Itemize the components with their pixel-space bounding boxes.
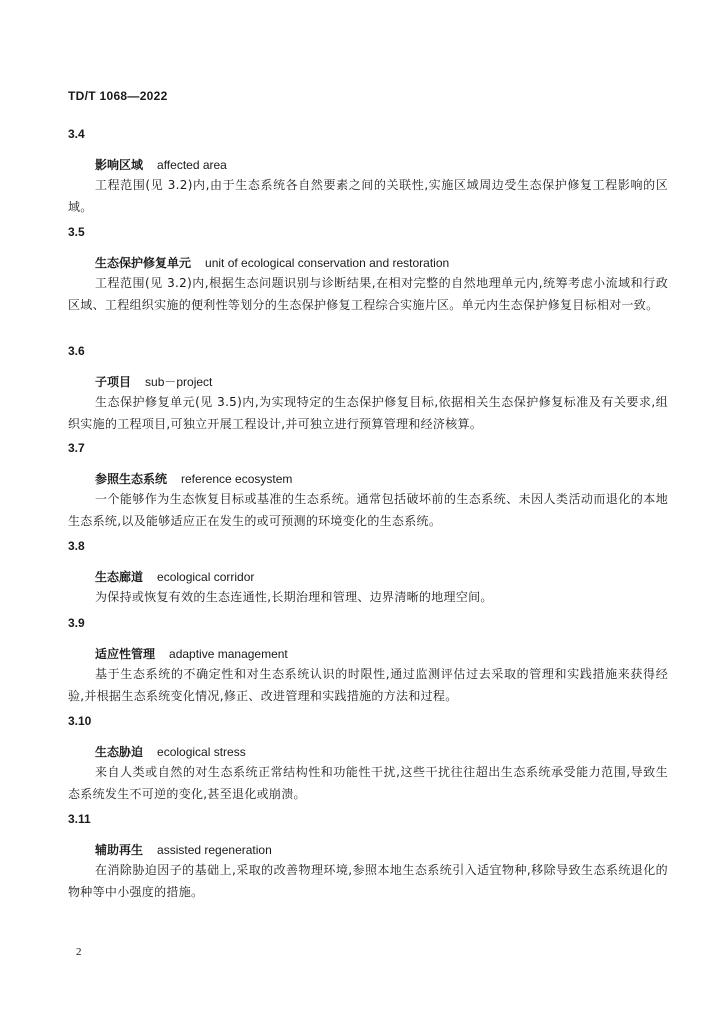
term-number: 3.5	[68, 225, 85, 239]
term-entry-3-4	[68, 125, 668, 218]
term-heading	[68, 253, 668, 271]
term-chinese: 生态廊道	[95, 570, 144, 584]
term-heading	[68, 372, 668, 390]
standard-code-header: TD/T 1068—2022	[68, 89, 168, 103]
term-definition: 工程范围(见 3.2)内,根据生态问题识别与诊断结果,在相对完整的自然地理单元内,统筹考虑小流域和行政区域、工程组织实施的便利性等划分的生态保护修复工程综合实施片区。单元内生态保护修复目标相对一致。	[68, 276, 668, 312]
term-english: ecological stress	[157, 745, 246, 759]
term-entry-3-7	[68, 439, 668, 532]
term-heading	[68, 644, 668, 662]
term-number: 3.11	[68, 812, 91, 826]
term-chinese: 适应性管理	[95, 647, 156, 661]
term-definition: 来自人类或自然的对生态系统正常结构性和功能性干扰,这些干扰往往超出生态系统承受能力范围,导致生态系统发生不可逆的变化,甚至退化或崩溃。	[68, 765, 668, 801]
term-number: 3.6	[68, 344, 85, 358]
term-definition: 基于生态系统的不确定性和对生态系统认识的时限性,通过监测评估过去采取的管理和实践措施来获得经验,并根据生态系统变化情况,修正、改进管理和实践措施的方法和过程。	[68, 667, 668, 703]
term-english: sub－project	[145, 375, 213, 389]
term-chinese: 生态保护修复单元	[95, 256, 192, 270]
term-heading	[68, 567, 668, 585]
term-english: assisted regeneration	[157, 843, 272, 857]
term-chinese: 影响区域	[95, 158, 144, 172]
term-chinese: 生态胁迫	[95, 745, 144, 759]
term-definition: 为保持或恢复有效的生态连通性,长期治理和管理、边界清晰的地理空间。	[95, 590, 493, 604]
term-english: reference ecosystem	[181, 472, 293, 486]
term-entry-3-5	[68, 223, 668, 316]
term-entry-3-9	[68, 614, 668, 707]
term-definition: 工程范围(见 3.2)内,由于生态系统各自然要素之间的关联性,实施区域周边受生态保护修复工程影响的区域。	[68, 178, 668, 214]
term-english: unit of ecological conservation and restoration	[205, 256, 450, 270]
term-entry-3-8	[68, 537, 668, 608]
term-number: 3.10	[68, 714, 92, 728]
term-chinese: 子项目	[95, 375, 132, 389]
term-definition: 生态保护修复单元(见 3.5)内,为实现特定的生态保护修复目标,依据相关生态保护修复标准及有关要求,组织实施的工程项目,可独立开展工程设计,并可独立进行预算管理和经济核算。	[68, 395, 668, 431]
term-entry-3-11	[68, 810, 668, 903]
page-number: 2	[76, 946, 82, 958]
term-number: 3.9	[68, 616, 85, 630]
term-definition: 一个能够作为生态恢复目标或基准的生态系统。通常包括破坏前的生态系统、未因人类活动而退化的本地生态系统,以及能够适应正在发生的或可预测的环境变化的生态系统。	[68, 492, 668, 528]
term-number: 3.7	[68, 441, 85, 455]
term-heading	[68, 742, 668, 760]
term-heading	[68, 155, 668, 173]
term-entry-3-10	[68, 712, 668, 805]
term-definition: 在消除胁迫因子的基础上,采取的改善物理环境,参照本地生态系统引入适宜物种,移除导致生态系统退化的物种等中小强度的措施。	[68, 863, 668, 899]
term-english: affected area	[157, 158, 227, 172]
term-heading	[68, 840, 668, 858]
term-entry-3-6	[68, 342, 668, 435]
term-heading	[68, 469, 668, 487]
term-chinese: 辅助再生	[95, 843, 144, 857]
term-english: adaptive management	[169, 647, 288, 661]
term-number: 3.8	[68, 539, 85, 553]
term-number: 3.4	[68, 127, 85, 141]
term-english: ecological corridor	[157, 570, 255, 584]
term-chinese: 参照生态系统	[95, 472, 168, 486]
